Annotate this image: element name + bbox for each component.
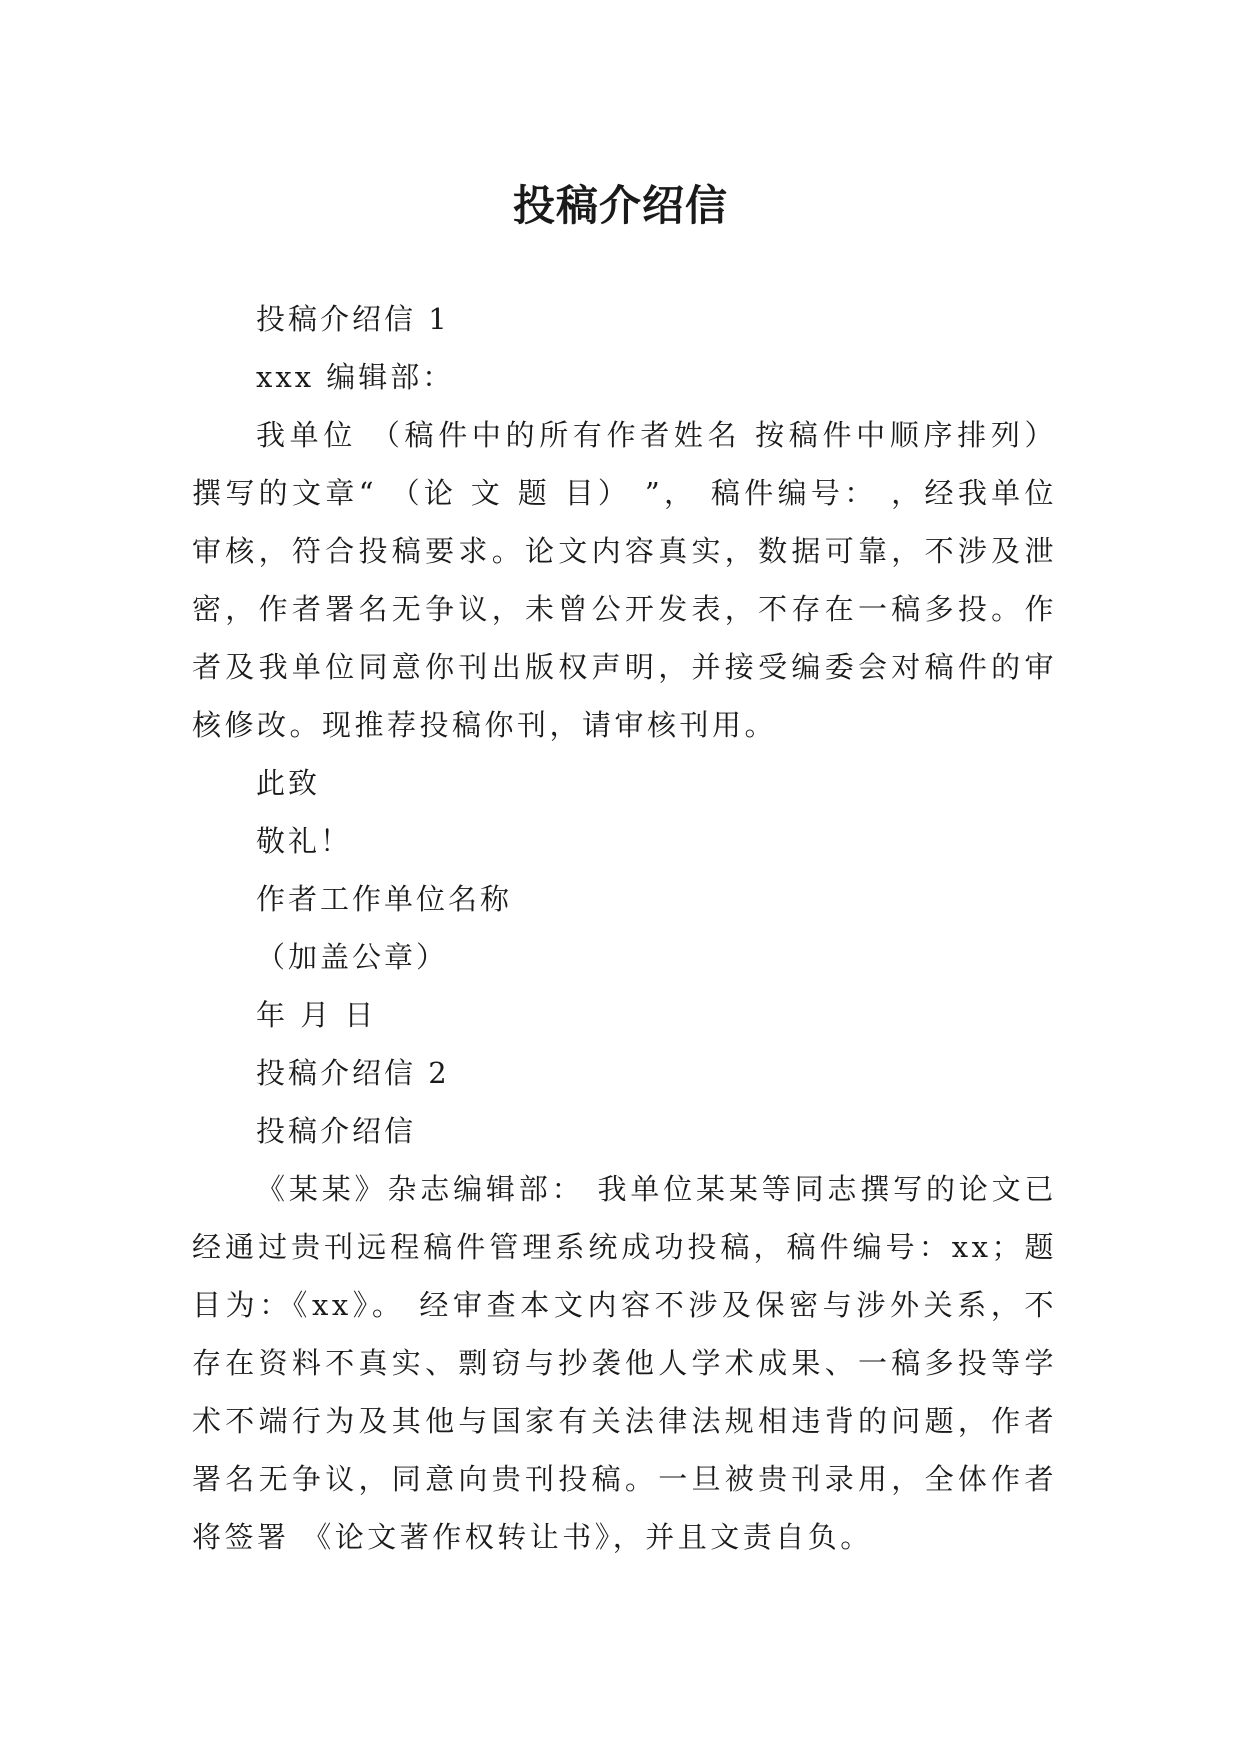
document-body	[192, 290, 1057, 1566]
date-line: 年 月 日	[256, 998, 377, 1032]
salutation: xxx 编辑部：	[256, 360, 455, 394]
signature-unit: 作者工作单位名称	[256, 882, 513, 916]
body-paragraph: 《某某》杂志编辑部： 我单位某某等同志撰写的论文已经通过贵刊远程稿件管理系统成功投稿，稿件编号：xx；题目为：《xx》。 经审查本文内容不涉及保密与涉外关系，不存在资料不真实、剽窃与抄袭他人学术成果、一稿多投等学术不端行为及其他与国家有关法律法规相违背的问题，作者署名无争议，同意向贵刊投稿。一旦被贵刊录用，全体作者将签署 《论文著作权转让书》，并且文责自负。	[192, 1172, 1057, 1554]
closing-regards: 敬礼！	[256, 824, 353, 858]
closing-line: 此致	[256, 766, 321, 800]
section-heading-letter-1: 投稿介绍信 1	[256, 302, 450, 336]
body-paragraph: 我单位 （稿件中的所有作者姓名 按稿件中顺序排列）撰写的文章“ （论 文 题 目） ”， 稿件编号： ，经我单位审核，符合投稿要求。论文内容真实，数据可靠，不涉及泄密，作者署名无争议，未曾公开发表，不存在一稿多投。作者及我单位同意你刊出版权声明，并接受编委会对稿件的审核修改。现推荐投稿你刊，请审核刊用。	[192, 418, 1057, 742]
document-title: 投稿介绍信	[512, 181, 728, 231]
letter-2-title: 投稿介绍信	[256, 1114, 417, 1148]
seal-note: （加盖公章）	[256, 940, 449, 974]
section-heading-letter-2: 投稿介绍信 2	[256, 1056, 450, 1090]
